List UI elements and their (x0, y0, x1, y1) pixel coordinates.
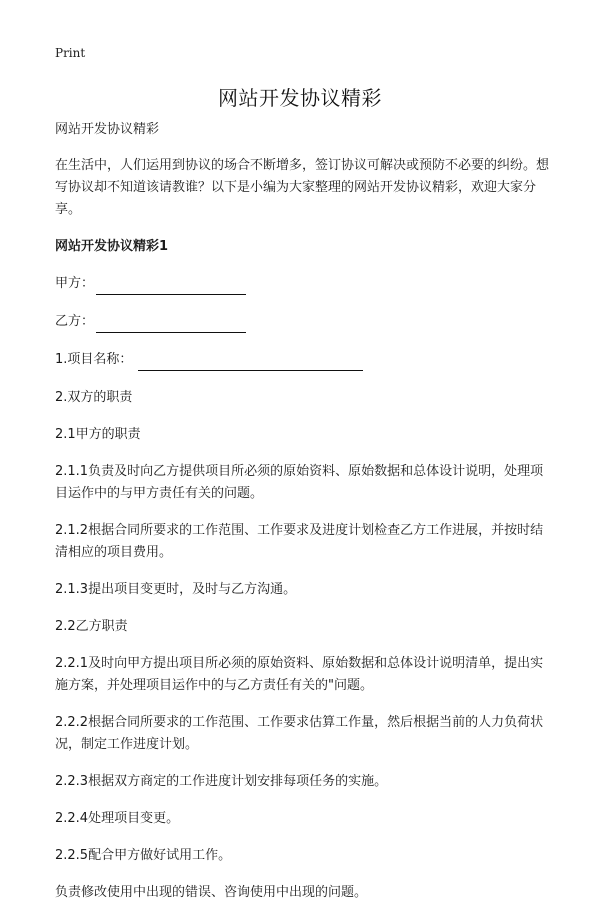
party-b-blank (96, 316, 246, 333)
clause-2-1-2: 2.1.2根据合同所要求的工作范围、工作要求及进度计划检查乙方工作进展，并按时结清相应的项目费用。 (55, 523, 544, 560)
clause-2-2-3: 2.2.3根据双方商定的工作进度计划安排每项任务的实施。 (55, 774, 388, 789)
party-b-line (55, 311, 550, 333)
page-title: 网站开发协议精彩 (218, 86, 382, 110)
project-name-blank (138, 354, 363, 371)
party-a-line (55, 273, 550, 295)
clause-error-fix: 负责修改使用中出现的错误、咨询使用中出现的问题。 (55, 885, 368, 900)
document-subtitle: 网站开发协议精彩 (55, 122, 160, 137)
print-label: Print (55, 46, 86, 60)
party-a-blank (96, 278, 246, 295)
clause-2-2-1: 2.2.1及时向甲方提出项目所必须的原始资料、原始数据和总体设计说明清单，提出实施方案，并处理项目运作中的与乙方责任有关的"问题。 (55, 656, 544, 693)
party-b-duties-heading: 2.2乙方职责 (55, 619, 128, 634)
party-b-label: 乙方： (55, 314, 95, 329)
clause-2-1-1: 2.1.1负责及时向乙方提供项目所必须的原始资料、原始数据和总体设计说明，处理项目运作中的与甲方责任有关的问题。 (55, 464, 544, 501)
party-a-duties-heading: 2.1甲方的职责 (55, 427, 141, 442)
duties-heading: 2.双方的职责 (55, 390, 133, 405)
project-name-line (55, 349, 550, 371)
clause-2-2-4: 2.2.4处理项目变更。 (55, 811, 180, 826)
clause-2-1-3: 2.1.3提出项目变更时，及时与乙方沟通。 (55, 582, 297, 597)
project-name-label: 1.项目名称： (55, 352, 133, 367)
intro-paragraph: 在生活中，人们运用到协议的场合不断增多，签订协议可解决或预防不必要的纠纷。想写协议却不知道该请教谁？以下是小编为大家整理的网站开发协议精彩，欢迎大家分享。 (55, 158, 550, 217)
document-body (55, 119, 550, 919)
party-a-label: 甲方： (55, 276, 95, 291)
clause-2-2-5: 2.2.5配合甲方做好试用工作。 (55, 848, 232, 863)
section-heading: 网站开发协议精彩1 (55, 239, 169, 254)
clause-2-2-2: 2.2.2根据合同所要求的工作范围、工作要求估算工作量，然后根据当前的人力负荷状况，制定工作进度计划。 (55, 715, 544, 752)
